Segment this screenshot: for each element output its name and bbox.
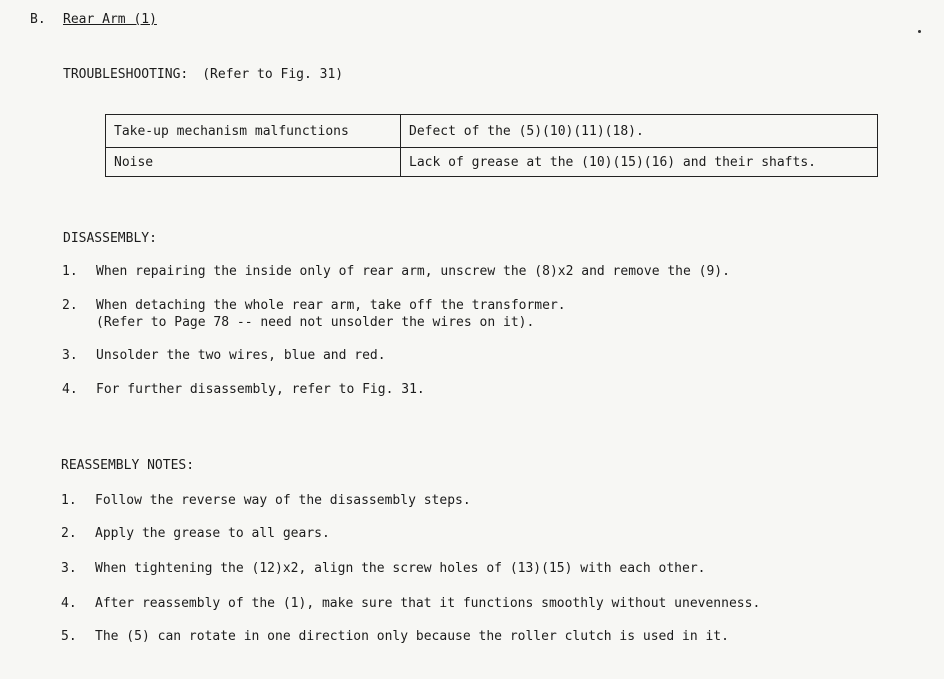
cause-cell: Lack of grease at the (10)(15)(16) and their shafts. [401, 148, 878, 177]
reassembly-step [61, 526, 330, 541]
table-row [106, 115, 878, 148]
step-number: 1. [61, 493, 77, 508]
symptom-cell: Noise [106, 148, 401, 177]
step-text-continuation: (Refer to Page 78 -- need not unsolder the wires on it). [96, 315, 535, 330]
disassembly-step [62, 264, 730, 279]
reassembly-step [61, 493, 471, 508]
cause-cell: Defect of the (5)(10)(11)(18). [401, 115, 878, 148]
step-text: For further disassembly, refer to Fig. 31. [96, 382, 425, 397]
step-text: Apply the grease to all gears. [95, 526, 330, 541]
symptom-cell: Take-up mechanism malfunctions [106, 115, 401, 148]
troubleshooting-reference: (Refer to Fig. 31) [202, 67, 344, 82]
step-number: 3. [61, 561, 77, 576]
troubleshooting-label: TROUBLESHOOTING: [63, 67, 189, 82]
step-number: 3. [62, 348, 78, 363]
step-text: Unsolder the two wires, blue and red. [96, 348, 386, 363]
step-number: 2. [61, 526, 77, 541]
step-text: After reassembly of the (1), make sure that it functions smoothly without unevenness. [95, 596, 761, 611]
disassembly-step [62, 382, 425, 397]
reassembly-heading: REASSEMBLY NOTES: [61, 458, 195, 473]
disassembly-step [62, 298, 566, 330]
table-row [106, 148, 878, 177]
section-letter: B. [30, 12, 46, 27]
step-text: When repairing the inside only of rear arm, unscrew the (8)x2 and remove the (9). [96, 264, 730, 279]
reassembly-step [61, 596, 760, 611]
page-speck [918, 30, 921, 33]
disassembly-step [62, 348, 386, 363]
step-number: 5. [61, 629, 77, 644]
troubleshooting-table [105, 114, 878, 177]
step-number: 1. [62, 264, 78, 279]
step-number: 2. [62, 298, 78, 313]
step-text: The (5) can rotate in one direction only because the roller clutch is used in it. [95, 629, 729, 644]
step-number: 4. [61, 596, 77, 611]
step-text: Follow the reverse way of the disassembly steps. [95, 493, 471, 508]
step-text: When detaching the whole rear arm, take off the transformer. [96, 298, 566, 313]
disassembly-heading: DISASSEMBLY: [63, 231, 157, 246]
step-number: 4. [62, 382, 78, 397]
section-title: Rear Arm (1) [63, 12, 157, 27]
reassembly-step [61, 561, 705, 576]
reassembly-step [61, 629, 729, 644]
step-text: When tightening the (12)x2, align the screw holes of (13)(15) with each other. [95, 561, 706, 576]
troubleshooting-heading [63, 67, 343, 82]
